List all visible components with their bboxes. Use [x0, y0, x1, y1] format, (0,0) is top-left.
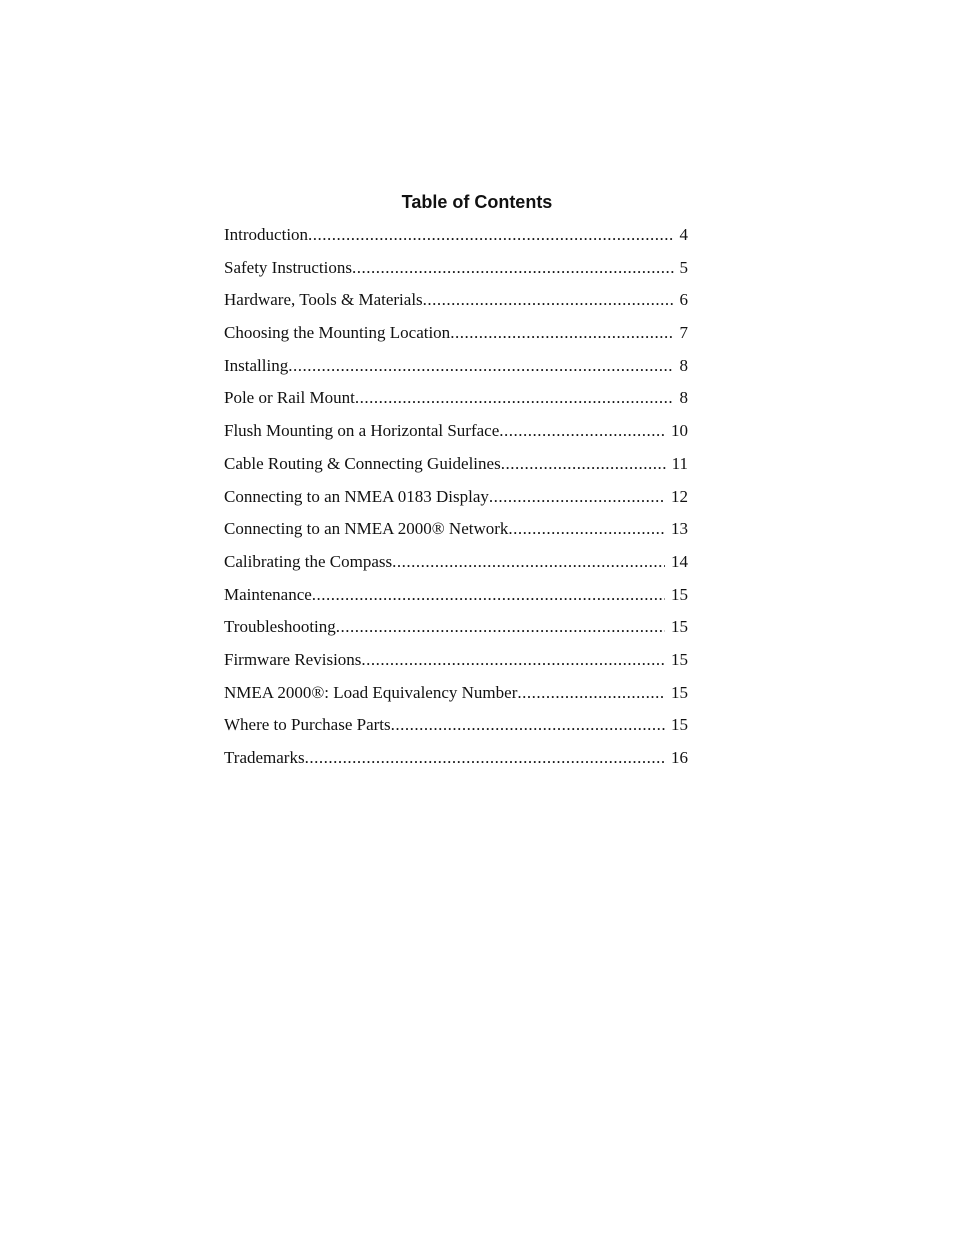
- toc-entry-page: 8: [679, 388, 688, 408]
- toc-entry-safety-instructions: [224, 255, 688, 288]
- toc-dot-leader: [517, 680, 665, 706]
- toc-entry-label: Firmware Revisions: [224, 649, 362, 669]
- toc-entry-label: Safety Instructions: [224, 257, 352, 277]
- toc-entry-label: Connecting to an NMEA 0183 Display: [224, 486, 489, 506]
- toc-dot-leader: [355, 385, 674, 411]
- toc-entry-page: 6: [679, 290, 688, 310]
- toc-entry-maintenance: [224, 582, 688, 615]
- toc-entry-page: 16: [671, 748, 688, 767]
- toc-dot-leader: [423, 287, 674, 313]
- toc-dot-leader: [308, 222, 673, 248]
- toc-entry-label: NMEA 2000®: Load Equivalency Number: [224, 682, 518, 702]
- toc-list: [224, 222, 688, 778]
- toc-dot-leader: [501, 451, 666, 477]
- toc-dot-leader: [305, 745, 665, 771]
- toc-entry-installing: [224, 353, 688, 386]
- toc-entry-trademarks: [224, 745, 688, 778]
- toc-entry-page: 8: [679, 355, 688, 375]
- toc-entry-label: Connecting to an NMEA 2000® Network: [224, 519, 509, 539]
- toc-entry-hardware-tools-materials: [224, 287, 688, 320]
- toc-dot-leader: [391, 712, 665, 738]
- toc-entry-page: 15: [671, 617, 688, 637]
- toc-entry-label: Trademarks: [224, 748, 305, 767]
- toc-entry-label: Troubleshooting: [224, 617, 336, 637]
- toc-entry-introduction: [224, 222, 688, 255]
- toc-entry-page: 12: [671, 486, 688, 506]
- toc-entry-nmea-0183: [224, 484, 688, 517]
- toc-entry-calibrating-compass: [224, 549, 688, 582]
- toc-entry-label: Calibrating the Compass: [224, 551, 393, 571]
- toc-entry-cable-routing: [224, 451, 688, 484]
- toc-entry-where-to-purchase: [224, 712, 688, 745]
- toc-entry-page: 13: [671, 519, 688, 539]
- toc-entry-label: Introduction: [224, 225, 309, 244]
- toc-entry-flush-mounting: [224, 418, 688, 451]
- toc-title: Table of Contents: [401, 192, 553, 212]
- toc-dot-leader: [489, 484, 665, 510]
- toc-entry-label: Flush Mounting on a Horizontal Surface: [224, 421, 500, 441]
- toc-entry-firmware-revisions: [224, 647, 688, 680]
- toc-entry-page: 14: [671, 551, 688, 571]
- toc-entry-page: 5: [679, 257, 688, 277]
- toc-entry-label: Where to Purchase Parts: [224, 715, 391, 735]
- toc-dot-leader: [508, 516, 665, 542]
- toc-dot-leader: [499, 418, 665, 444]
- toc-entry-page: 11: [671, 453, 688, 473]
- toc-entry-label: Choosing the Mounting Location: [224, 323, 451, 343]
- toc-dot-leader: [336, 614, 665, 640]
- toc-entry-page: 15: [671, 649, 688, 669]
- toc-entry-load-equivalency-number: [224, 680, 688, 713]
- toc-entry-page: 10: [671, 421, 688, 441]
- toc-entry-nmea-2000-network: [224, 516, 688, 549]
- toc-entry-label: Maintenance: [224, 584, 312, 604]
- toc-dot-leader: [450, 320, 673, 346]
- toc-entry-label: Installing: [224, 355, 289, 375]
- toc-entry-page: 7: [679, 323, 688, 343]
- toc-dot-leader: [352, 255, 674, 281]
- toc-entry-page: 15: [671, 715, 688, 735]
- toc-dot-leader: [392, 549, 665, 575]
- toc-entry-page: 15: [671, 584, 688, 604]
- toc-entry-label: Hardware, Tools & Materials: [224, 290, 423, 310]
- toc-entry-label: Cable Routing & Connecting Guidelines: [224, 453, 501, 473]
- toc-entry-choosing-mounting-location: [224, 320, 688, 353]
- toc-dot-leader: [361, 647, 665, 673]
- toc-entry-page: 4: [679, 225, 688, 244]
- toc-entry-page: 15: [671, 682, 688, 702]
- toc-dot-leader: [312, 582, 665, 608]
- toc-entry-troubleshooting: [224, 614, 688, 647]
- toc-entry-label: Pole or Rail Mount: [224, 388, 355, 408]
- toc-dot-leader: [288, 353, 673, 379]
- toc-entry-pole-rail-mount: [224, 385, 688, 418]
